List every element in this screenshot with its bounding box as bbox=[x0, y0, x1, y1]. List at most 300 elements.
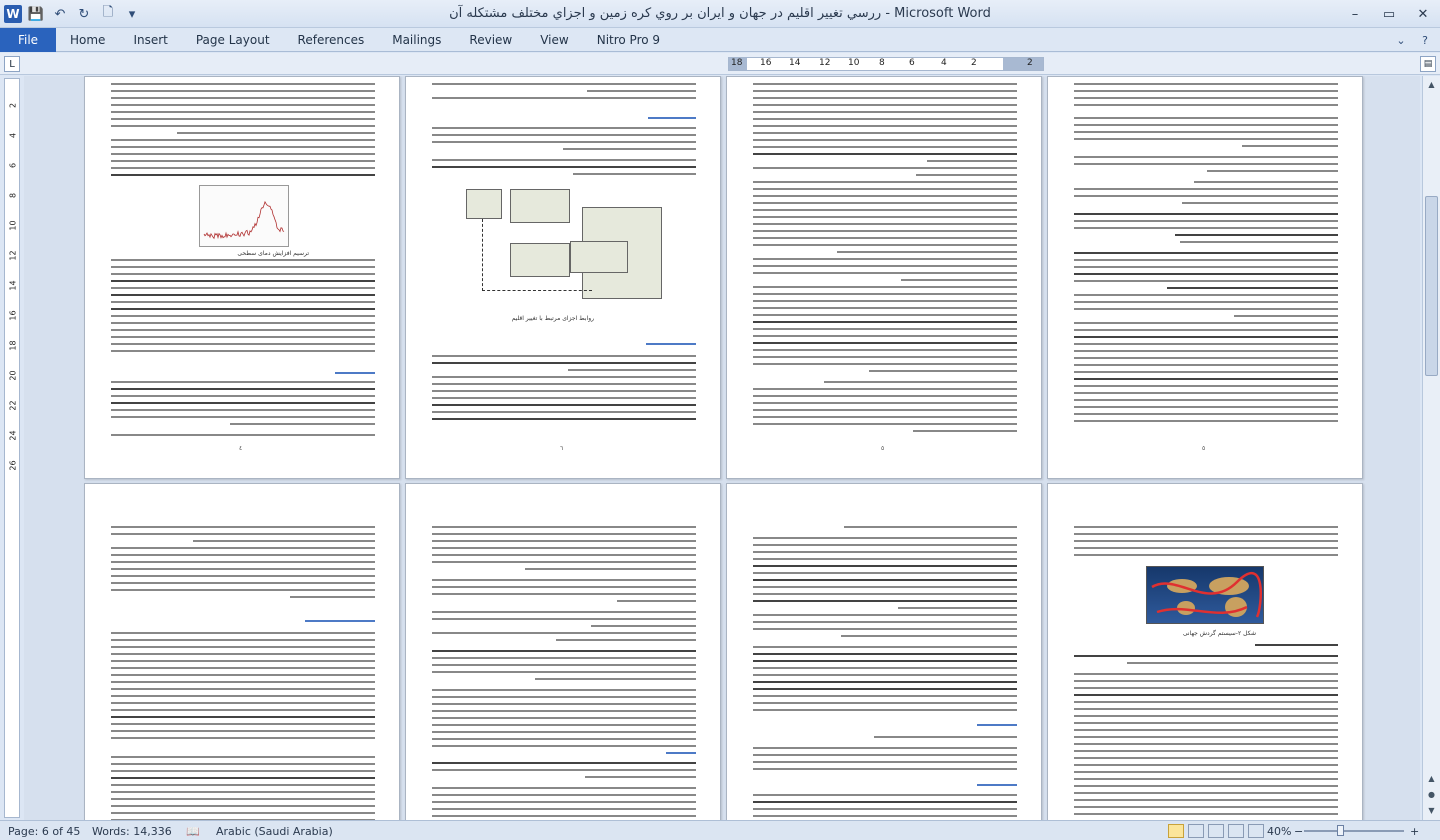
text-line bbox=[753, 328, 1017, 330]
text-line bbox=[1074, 743, 1338, 745]
text-line bbox=[1074, 364, 1338, 366]
ruler-number: 24 bbox=[8, 430, 18, 441]
text-line bbox=[432, 355, 696, 357]
ruler-number: 4 bbox=[8, 132, 18, 139]
text-line bbox=[913, 430, 1017, 432]
text-line bbox=[1127, 662, 1338, 664]
text-line bbox=[111, 416, 375, 418]
text-line bbox=[111, 798, 375, 800]
text-line bbox=[111, 83, 375, 85]
text-line bbox=[1074, 259, 1338, 261]
undo-icon[interactable]: ↶ bbox=[54, 6, 66, 22]
ruler-number: 8 bbox=[8, 192, 18, 199]
text-line bbox=[432, 526, 696, 528]
vertical-scrollbar[interactable] bbox=[1422, 76, 1440, 820]
document-workspace[interactable] bbox=[24, 76, 1420, 820]
text-line bbox=[753, 300, 1017, 302]
maximize-button[interactable]: ▭ bbox=[1382, 6, 1396, 22]
text-line bbox=[111, 146, 375, 148]
text-line bbox=[432, 808, 696, 810]
text-line bbox=[585, 776, 696, 778]
ruler-number: 2 bbox=[971, 58, 977, 68]
text-line bbox=[753, 195, 1017, 197]
view-ruler-icon[interactable]: ▤ bbox=[1420, 56, 1436, 72]
text-line bbox=[753, 801, 1017, 803]
text-line bbox=[753, 237, 1017, 239]
zoom-out-button[interactable]: − bbox=[1294, 824, 1304, 838]
text-line bbox=[432, 738, 696, 740]
text-line bbox=[753, 265, 1017, 267]
text-line bbox=[1242, 145, 1338, 147]
text-line bbox=[432, 717, 696, 719]
text-line bbox=[1074, 213, 1338, 215]
text-line bbox=[1074, 757, 1338, 759]
text-line bbox=[1182, 202, 1338, 204]
text-line bbox=[111, 723, 375, 725]
text-line bbox=[432, 696, 696, 698]
language-indicator[interactable]: Arabic (Saudi Arabia) bbox=[216, 824, 333, 838]
text-line bbox=[432, 611, 696, 613]
text-line bbox=[753, 572, 1017, 574]
word-logo-icon[interactable]: W bbox=[4, 5, 22, 23]
text-line bbox=[1074, 163, 1338, 165]
text-line bbox=[111, 388, 375, 390]
text-line bbox=[111, 777, 375, 779]
minimize-ribbon-icon[interactable]: ⌄ bbox=[1396, 33, 1406, 47]
text-line bbox=[1074, 138, 1338, 140]
ruler-number: 6 bbox=[909, 58, 915, 68]
text-line bbox=[1074, 420, 1338, 422]
tab-insert[interactable]: Insert bbox=[133, 33, 168, 47]
text-line bbox=[535, 678, 696, 680]
text-line bbox=[111, 315, 375, 317]
text-line bbox=[573, 173, 696, 175]
text-line bbox=[111, 805, 375, 807]
text-line bbox=[753, 202, 1017, 204]
text-line bbox=[111, 280, 375, 282]
diagram-feedback-path bbox=[482, 219, 592, 291]
text-line bbox=[1074, 687, 1338, 689]
text-line bbox=[1074, 252, 1338, 254]
text-line bbox=[111, 259, 375, 261]
text-line bbox=[111, 139, 375, 141]
tab-mailings[interactable]: Mailings bbox=[392, 33, 442, 47]
text-line bbox=[753, 342, 1017, 344]
text-line bbox=[753, 709, 1017, 711]
text-line bbox=[432, 397, 696, 399]
text-line bbox=[1074, 413, 1338, 415]
figure-caption: ترسیم افزایش دمای سطحی bbox=[237, 250, 309, 257]
text-line bbox=[111, 709, 375, 711]
text-line bbox=[1074, 729, 1338, 731]
text-line bbox=[837, 251, 1017, 253]
view-buttons bbox=[1168, 823, 1264, 839]
zoom-slider-knob[interactable] bbox=[1337, 825, 1344, 836]
text-line bbox=[111, 763, 375, 765]
text-line bbox=[432, 83, 696, 85]
text-line bbox=[753, 90, 1017, 92]
text-line bbox=[177, 132, 375, 134]
text-line bbox=[587, 90, 696, 92]
text-line bbox=[111, 350, 375, 352]
text-line bbox=[753, 395, 1017, 397]
figure-diagram bbox=[466, 183, 666, 303]
text-line bbox=[1074, 227, 1338, 229]
text-line bbox=[1074, 526, 1338, 528]
text-line bbox=[432, 745, 696, 747]
tab-references[interactable]: References bbox=[297, 33, 365, 47]
text-line bbox=[753, 660, 1017, 662]
text-line bbox=[753, 558, 1017, 560]
text-line bbox=[1074, 680, 1338, 682]
text-line bbox=[753, 146, 1017, 148]
text-line bbox=[111, 97, 375, 99]
text-line bbox=[1074, 392, 1338, 394]
text-line bbox=[1074, 97, 1338, 99]
text-line bbox=[1074, 722, 1338, 724]
text-line bbox=[432, 418, 696, 420]
text-line bbox=[874, 736, 1017, 738]
text-line bbox=[111, 167, 375, 169]
text-line bbox=[432, 657, 696, 659]
text-line bbox=[111, 674, 375, 676]
outline-icon[interactable] bbox=[1228, 824, 1244, 838]
text-line bbox=[753, 223, 1017, 225]
zoom-slider[interactable] bbox=[1304, 830, 1404, 832]
text-line bbox=[111, 568, 375, 570]
text-line bbox=[111, 273, 375, 275]
tab-selector[interactable]: L bbox=[4, 56, 20, 72]
text-line bbox=[753, 653, 1017, 655]
word-count[interactable]: Words: 14,336 bbox=[92, 824, 172, 838]
text-line bbox=[432, 703, 696, 705]
horizontal-ruler[interactable] bbox=[728, 57, 1044, 71]
text-line bbox=[1074, 715, 1338, 717]
text-line bbox=[753, 551, 1017, 553]
zoom-in-button[interactable]: + bbox=[1410, 824, 1420, 838]
text-line bbox=[111, 118, 375, 120]
text-line bbox=[753, 600, 1017, 602]
text-line bbox=[1255, 644, 1338, 646]
ruler-row bbox=[0, 53, 1440, 75]
proofing-icon[interactable]: 📖 bbox=[186, 824, 200, 838]
text-line bbox=[1074, 406, 1338, 408]
text-line bbox=[1074, 273, 1338, 275]
text-line bbox=[432, 547, 696, 549]
text-line bbox=[111, 104, 375, 106]
text-line bbox=[432, 664, 696, 666]
text-line bbox=[432, 141, 696, 143]
text-line bbox=[753, 681, 1017, 683]
tab-page-layout[interactable]: Page Layout bbox=[195, 33, 270, 47]
text-line bbox=[1074, 357, 1338, 359]
text-line bbox=[1180, 241, 1338, 243]
text-line bbox=[111, 547, 375, 549]
scroll-up-icon[interactable]: ▲ bbox=[1428, 79, 1435, 89]
text-line bbox=[111, 402, 375, 404]
text-line bbox=[1074, 301, 1338, 303]
text-line bbox=[1074, 350, 1338, 352]
text-line bbox=[1207, 170, 1338, 172]
text-line bbox=[753, 794, 1017, 796]
ruler-number: 18 bbox=[8, 340, 18, 351]
text-line bbox=[432, 794, 696, 796]
web-layout-icon[interactable] bbox=[1208, 824, 1224, 838]
text-line bbox=[901, 279, 1017, 281]
text-line bbox=[432, 404, 696, 406]
text-line bbox=[753, 628, 1017, 630]
text-line bbox=[432, 383, 696, 385]
text-line bbox=[1074, 188, 1338, 190]
tab-nitro-pro[interactable]: Nitro Pro 9 bbox=[596, 33, 661, 47]
page-count[interactable]: Page: 6 of 45 bbox=[8, 824, 81, 838]
text-line bbox=[432, 762, 696, 764]
text-line bbox=[869, 370, 1017, 372]
text-line bbox=[111, 784, 375, 786]
text-line bbox=[111, 702, 375, 704]
text-line bbox=[432, 533, 696, 535]
close-button[interactable]: ✕ bbox=[1417, 6, 1429, 22]
title-bar bbox=[0, 0, 1440, 28]
text-line bbox=[432, 724, 696, 726]
scroll-thumb[interactable] bbox=[1425, 196, 1438, 376]
text-line bbox=[591, 625, 696, 627]
text-line bbox=[432, 815, 696, 817]
text-line bbox=[753, 188, 1017, 190]
text-line bbox=[111, 153, 375, 155]
select-browse-object-icon[interactable]: ● bbox=[1428, 789, 1435, 799]
text-line bbox=[568, 369, 696, 371]
text-line bbox=[432, 159, 696, 161]
section-heading bbox=[977, 784, 1017, 786]
vertical-ruler[interactable] bbox=[4, 78, 20, 818]
text-line bbox=[753, 230, 1017, 232]
text-line bbox=[432, 689, 696, 691]
ruler-number: 2 bbox=[1027, 58, 1033, 68]
text-line bbox=[432, 787, 696, 789]
section-heading bbox=[646, 343, 696, 345]
page-thumb[interactable] bbox=[84, 483, 400, 820]
text-line bbox=[230, 423, 375, 425]
text-line bbox=[111, 381, 375, 383]
text-line bbox=[111, 409, 375, 411]
text-line bbox=[753, 621, 1017, 623]
text-line bbox=[111, 575, 375, 577]
text-line bbox=[111, 756, 375, 758]
text-line bbox=[111, 812, 375, 814]
page-number: ٦ bbox=[560, 445, 564, 452]
text-line bbox=[290, 596, 375, 598]
text-line bbox=[111, 343, 375, 345]
text-line bbox=[432, 97, 696, 99]
page-thumb[interactable] bbox=[1047, 76, 1363, 479]
text-line bbox=[824, 381, 1017, 383]
text-line bbox=[111, 646, 375, 648]
text-line bbox=[1074, 322, 1338, 324]
text-line bbox=[111, 632, 375, 634]
text-line bbox=[111, 667, 375, 669]
page-down-icon[interactable]: ▼ bbox=[1428, 805, 1435, 815]
text-line bbox=[563, 148, 696, 150]
text-line bbox=[753, 335, 1017, 337]
help-icon[interactable]: ? bbox=[1422, 33, 1428, 47]
text-line bbox=[1074, 308, 1338, 310]
page-number: ٥ bbox=[881, 445, 885, 452]
text-line bbox=[432, 801, 696, 803]
text-line bbox=[1074, 701, 1338, 703]
draft-icon[interactable] bbox=[1248, 824, 1264, 838]
text-line bbox=[432, 671, 696, 673]
ruler-number: 18 bbox=[731, 58, 743, 68]
customize-toolbar-icon[interactable]: ▾ bbox=[128, 6, 136, 22]
text-line bbox=[111, 695, 375, 697]
text-line bbox=[753, 321, 1017, 323]
page-thumb[interactable] bbox=[405, 76, 721, 479]
text-line bbox=[753, 118, 1017, 120]
text-line bbox=[111, 174, 375, 176]
text-line bbox=[432, 390, 696, 392]
ribbon-tabs bbox=[0, 28, 1440, 52]
text-line bbox=[525, 568, 696, 570]
ruler-number: 4 bbox=[941, 58, 947, 68]
page-thumb[interactable] bbox=[726, 76, 1042, 479]
text-line bbox=[1074, 694, 1338, 696]
page-up-icon[interactable]: ▲ bbox=[1428, 773, 1435, 783]
text-line bbox=[432, 134, 696, 136]
page-number: ٥ bbox=[1202, 445, 1206, 452]
ruler-number: 20 bbox=[8, 370, 18, 381]
text-line bbox=[1074, 655, 1338, 657]
text-line bbox=[753, 258, 1017, 260]
page-thumb[interactable] bbox=[1047, 483, 1363, 820]
section-heading bbox=[305, 620, 375, 622]
ruler-number: 16 bbox=[760, 58, 772, 68]
text-line bbox=[1074, 385, 1338, 387]
text-line bbox=[1074, 266, 1338, 268]
text-line bbox=[1074, 117, 1338, 119]
text-line bbox=[111, 287, 375, 289]
text-line bbox=[753, 293, 1017, 295]
text-line bbox=[111, 125, 375, 127]
tab-file[interactable]: File bbox=[0, 28, 56, 52]
status-bar bbox=[0, 820, 1440, 840]
text-line bbox=[753, 132, 1017, 134]
figure-caption: شکل ٢-سیستم گردش جهانی bbox=[1182, 630, 1256, 637]
page-thumb[interactable] bbox=[84, 76, 400, 479]
text-line bbox=[432, 554, 696, 556]
ruler-number: 8 bbox=[879, 58, 885, 68]
text-line bbox=[111, 653, 375, 655]
ruler-number: 12 bbox=[8, 250, 18, 261]
save-icon[interactable]: 💾 bbox=[27, 6, 45, 22]
text-line bbox=[753, 815, 1017, 817]
page-number: ٤ bbox=[239, 445, 243, 452]
text-line bbox=[753, 209, 1017, 211]
text-line bbox=[111, 111, 375, 113]
text-line bbox=[432, 166, 696, 168]
text-line bbox=[753, 111, 1017, 113]
zoom-level[interactable]: 40% bbox=[1267, 824, 1292, 838]
text-line bbox=[111, 582, 375, 584]
text-line bbox=[432, 561, 696, 563]
text-line bbox=[111, 336, 375, 338]
text-line bbox=[1074, 533, 1338, 535]
text-line bbox=[916, 174, 1017, 176]
diagram-box bbox=[466, 189, 502, 219]
text-line bbox=[193, 540, 375, 542]
text-line bbox=[1074, 371, 1338, 373]
text-line bbox=[1194, 181, 1338, 183]
text-line bbox=[753, 586, 1017, 588]
text-line bbox=[111, 791, 375, 793]
text-line bbox=[753, 688, 1017, 690]
text-line bbox=[1074, 778, 1338, 780]
text-line bbox=[753, 579, 1017, 581]
text-line bbox=[432, 650, 696, 652]
minimize-button[interactable]: – bbox=[1351, 6, 1359, 22]
text-line bbox=[1074, 124, 1338, 126]
diagram-box bbox=[510, 189, 570, 223]
new-document-icon[interactable]: 🗋 bbox=[102, 5, 114, 20]
full-screen-reading-icon[interactable] bbox=[1188, 824, 1204, 838]
text-line bbox=[753, 216, 1017, 218]
text-line bbox=[111, 639, 375, 641]
text-line bbox=[432, 731, 696, 733]
text-line bbox=[1074, 771, 1338, 773]
page-thumb[interactable] bbox=[726, 483, 1042, 820]
text-line bbox=[432, 769, 696, 771]
text-line bbox=[111, 90, 375, 92]
text-line bbox=[111, 589, 375, 591]
window-title: ررسي تغيير اقليم در جهان و ايران بر روي کره زمين و اجزاي مختلف مشتکله آن - Microsoft Word bbox=[449, 6, 991, 21]
text-line bbox=[111, 660, 375, 662]
ruler-number: 22 bbox=[8, 400, 18, 411]
text-line bbox=[753, 286, 1017, 288]
text-line bbox=[617, 600, 696, 602]
text-line bbox=[432, 362, 696, 364]
text-line bbox=[1074, 708, 1338, 710]
text-line bbox=[753, 702, 1017, 704]
text-line bbox=[432, 540, 696, 542]
text-line bbox=[1074, 554, 1338, 556]
tab-home[interactable]: Home bbox=[70, 33, 106, 47]
tab-review[interactable]: Review bbox=[469, 33, 513, 47]
text-line bbox=[111, 266, 375, 268]
redo-icon[interactable]: ↻ bbox=[78, 6, 90, 22]
ruler-number: 14 bbox=[8, 280, 18, 291]
text-line bbox=[1074, 104, 1338, 106]
text-line bbox=[111, 395, 375, 397]
text-line bbox=[432, 376, 696, 378]
text-line bbox=[1074, 378, 1338, 380]
text-line bbox=[1074, 764, 1338, 766]
text-line bbox=[1074, 547, 1338, 549]
text-line bbox=[1074, 220, 1338, 222]
text-line bbox=[753, 614, 1017, 616]
text-line bbox=[111, 554, 375, 556]
print-layout-icon[interactable] bbox=[1168, 824, 1184, 838]
section-heading bbox=[666, 752, 696, 754]
text-line bbox=[753, 153, 1017, 155]
text-line bbox=[111, 308, 375, 310]
tab-view[interactable]: View bbox=[540, 33, 569, 47]
text-line bbox=[1074, 131, 1338, 133]
page-thumb[interactable] bbox=[405, 483, 721, 820]
text-line bbox=[753, 667, 1017, 669]
text-line bbox=[753, 104, 1017, 106]
text-line bbox=[1074, 280, 1338, 282]
text-line bbox=[111, 688, 375, 690]
